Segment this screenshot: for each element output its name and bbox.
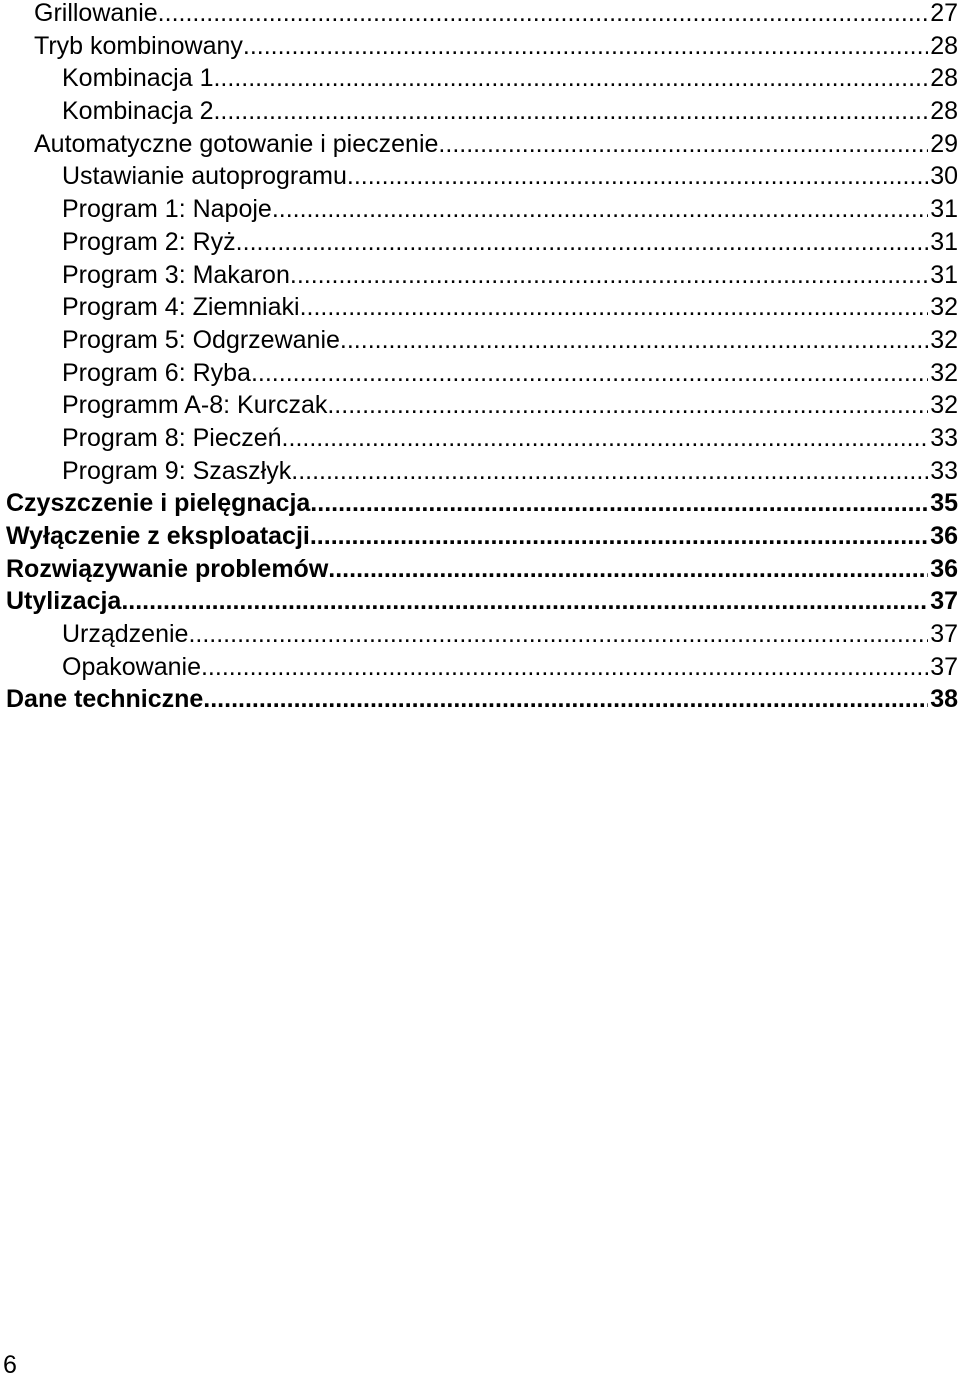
- toc-entry-page: 36: [930, 522, 958, 550]
- toc-entry[interactable]: [0, 357, 960, 390]
- toc-entry-title: Opakowanie: [62, 652, 201, 681]
- toc-entry-title: Kombinacja 2: [62, 97, 214, 126]
- toc-entry[interactable]: [0, 422, 960, 455]
- toc-entry-page: 35: [930, 489, 958, 518]
- toc-entry-page: 31: [930, 227, 958, 256]
- toc-entry[interactable]: [0, 651, 960, 684]
- toc-entry[interactable]: [0, 0, 960, 30]
- toc-entry[interactable]: [0, 324, 960, 357]
- toc-dot-leader: [291, 455, 928, 488]
- toc-entry[interactable]: [0, 259, 960, 292]
- toc-entry[interactable]: [0, 291, 960, 324]
- toc-dot-leader: [327, 389, 928, 422]
- toc-dot-leader: [158, 0, 929, 30]
- toc-entry-page: 37: [930, 587, 958, 616]
- toc-dot-leader: [438, 128, 928, 161]
- toc-dot-leader: [213, 62, 928, 95]
- toc-entry-page: 32: [930, 391, 958, 420]
- toc-entry[interactable]: [0, 193, 960, 226]
- toc-entry-page: 28: [930, 64, 958, 93]
- toc-entry-title: Urządzenie: [62, 620, 189, 649]
- toc-entry-page: 33: [930, 456, 958, 485]
- toc-entry-title: Programm A-8: Kurczak: [62, 391, 328, 420]
- toc-entry-title: Automatyczne gotowanie i pieczenie: [34, 129, 439, 158]
- page-number: 6: [3, 1351, 17, 1379]
- toc-entry-page: 38: [930, 685, 958, 714]
- toc-entry-title: Czyszczenie i pielęgnacja: [6, 489, 311, 518]
- toc-entry-title: Program 3: Makaron: [62, 260, 290, 289]
- toc-entry[interactable]: [0, 618, 960, 651]
- toc-entry-title: Program 2: Ryż: [62, 227, 236, 256]
- toc-entry[interactable]: [0, 226, 960, 259]
- toc-entry-page: 28: [930, 97, 958, 126]
- toc-dot-leader: [310, 487, 928, 520]
- toc-entry[interactable]: [0, 487, 960, 520]
- toc-dot-leader: [300, 291, 929, 324]
- toc-dot-leader: [340, 324, 928, 357]
- toc-entry[interactable]: [0, 683, 960, 716]
- toc-entry-page: 29: [930, 129, 958, 158]
- toc-entry[interactable]: [0, 160, 960, 193]
- toc-entry-page: 28: [930, 31, 958, 60]
- toc-entry-title: Program 4: Ziemniaki: [62, 293, 300, 322]
- toc-dot-leader: [188, 618, 928, 651]
- toc-dot-leader: [347, 160, 928, 193]
- toc-entry-title: Dane techniczne: [6, 685, 204, 714]
- toc-entry[interactable]: [0, 455, 960, 488]
- toc-entry[interactable]: [0, 389, 960, 422]
- toc-entry-page: 31: [930, 260, 958, 289]
- toc-dot-leader: [272, 193, 928, 226]
- toc-entry-title: Program 9: Szaszłyk: [62, 456, 292, 485]
- toc-dot-leader: [310, 520, 928, 553]
- toc-entry-title: Ustawianie autoprogramu: [62, 162, 347, 191]
- toc-dot-leader: [203, 683, 928, 716]
- toc-entry-title: Kombinacja 1: [62, 64, 214, 93]
- toc-entry-title: Utylizacja: [6, 587, 122, 616]
- toc-dot-leader: [251, 357, 928, 390]
- toc-entry-page: 31: [930, 195, 958, 224]
- toc-dot-leader: [236, 226, 929, 259]
- toc-entry[interactable]: [0, 128, 960, 161]
- toc-entry-page: 32: [930, 325, 958, 354]
- toc-entry-title: Tryb kombinowany: [34, 31, 243, 60]
- toc-entry-title: Grillowanie: [34, 0, 158, 27]
- toc-entry[interactable]: [0, 30, 960, 63]
- toc-entry[interactable]: [0, 62, 960, 95]
- toc-dot-leader: [328, 553, 928, 586]
- toc-entry-page: 30: [930, 162, 958, 191]
- toc-entry-title: Program 6: Ryba: [62, 358, 251, 387]
- toc-entry-page: 32: [930, 358, 958, 387]
- toc-entry-title: Wyłączenie z eksploatacji: [6, 522, 310, 550]
- toc-dot-leader: [282, 422, 929, 455]
- toc-entry[interactable]: [0, 553, 960, 586]
- toc-entry-title: Program 1: Napoje: [62, 195, 272, 224]
- toc-entry[interactable]: [0, 95, 960, 128]
- toc-dot-leader: [290, 259, 928, 292]
- toc-entry-page: 37: [930, 620, 958, 649]
- toc-entry-page: 27: [930, 0, 958, 27]
- toc-entry-title: Program 5: Odgrzewanie: [62, 325, 340, 354]
- toc-entry-page: 37: [930, 652, 958, 681]
- toc-dot-leader: [121, 585, 928, 618]
- toc-dot-leader: [201, 651, 928, 684]
- toc-entry-title: Program 8: Pieczeń: [62, 423, 282, 452]
- toc-dot-leader: [213, 95, 928, 128]
- toc-entry-page: 32: [930, 293, 958, 322]
- toc-entry-page: 33: [930, 423, 958, 452]
- toc-entry-page: 36: [930, 554, 958, 583]
- toc-entry[interactable]: [0, 520, 960, 553]
- toc-entry[interactable]: [0, 585, 960, 618]
- toc-entry-title: Rozwiązywanie problemów: [6, 554, 329, 583]
- toc-dot-leader: [243, 30, 928, 63]
